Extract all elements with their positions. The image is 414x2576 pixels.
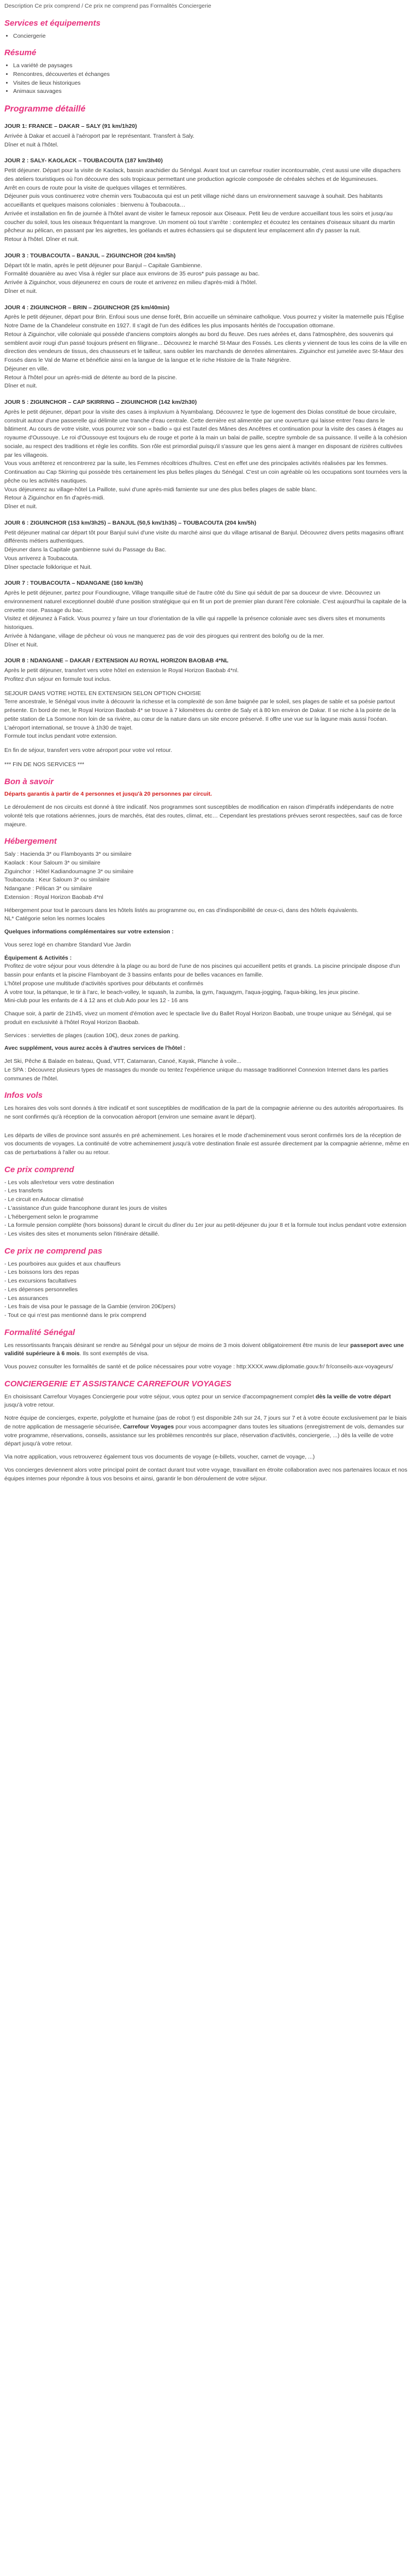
hotel-item: Toubacouta : Keur Saloum 3* ou similaire	[4, 877, 110, 884]
supplement-title: Avec supplément, vous aurez accès à d'autres services de l'hôtel :	[4, 1045, 186, 1052]
equipment-title: Équipement & Activités :	[4, 954, 72, 961]
hotel-list	[4, 850, 410, 902]
day-line: En fin de séjour, transfert vers votre aéroport pour votre vol retour.	[4, 747, 172, 754]
services-list	[4, 32, 410, 41]
day-title: JOUR 8 : NDANGANE – DAKAR / EXTENSION AU ROYAL HORIZON BAOBAB 4*NL	[4, 657, 229, 664]
day-paragraph	[4, 313, 410, 391]
infos-vols-text-1: Les horaires des vols sont donnés à titre indicatif et sont susceptibles de modification de la part de la compagnie aérienne ou des autorités aéroportuaires. Ils ne sont confirmés qu'à réception de la convocation aéroport (environ une semaine avant le départ).	[4, 1105, 404, 1120]
day-paragraph	[4, 262, 410, 296]
programme-title: Programme détaillé	[4, 104, 86, 114]
day-line: Déjeuner dans la Capitale gambienne suivi du Passage du Bac.	[4, 546, 167, 553]
list-item: - Le circuit en Autocar climatisé	[4, 1196, 84, 1203]
conciergerie-text-3: Via notre application, vous retrouverez également tous vos documents de voyage (e-billets, voucher, carnet de voyage, ...)	[4, 1454, 315, 1460]
day-paragraph	[4, 761, 410, 769]
day-line: Terre ancestrale, le Sénégal vous invite à découvrir la richesse et la complexité de son âme baignée par le soleil, ses plages de sable et sa poésie partout présente. En bord de mer, le Royal Horizon Baobab 4* se trouve à 7 kilomètres du centre de Saly et à 80 km environ de Dakar. Il se niche à la pointe de la petite station de La Somone non loin de sa rivière, au cœur de la nature dans un site encore préservé. Il offre une vue sur la lagune mais aussi l'océan. L'aéroport international, se trouve à 1h30 de trajet.	[4, 698, 396, 731]
formalites-text-2: Vous pouvez consulter les formalités de santé et de police nécessaires pour votre voyage : http:XXXX.www.diplomatie.gouv.fr/ fr/conseils-aux-voyageurs/	[4, 1363, 393, 1370]
day-line: Départ tôt le matin, après le petit déjeuner pour Banjul – Capitale Gambienne.	[4, 262, 202, 269]
prix-comprend-list	[4, 1179, 410, 1239]
hebergement-note: NL* Catégorie selon les normes locales	[4, 915, 105, 922]
prix-comprend-title: Ce prix comprend	[4, 1165, 74, 1174]
day-paragraph	[4, 529, 410, 572]
day-line: Vous vous arrêterez et rencontrerez par la suite, les Femmes récoltrices d'huîtres. C'est en effet une des principales activités réalisées par les femmes.	[4, 460, 388, 467]
day-line: Arrivée à Ndangane, village de pêcheur où vous ne manquerez pas de voir des pirogues qui rentrent des boloñg ou de la mer.	[4, 632, 324, 639]
day-line: Arrivée à Ziguinchor, vous déjeunerez en cours de route et arriverez en milieu d'après-midi à l'hôtel.	[4, 279, 257, 286]
day-line: Après le petit déjeuner, départ pour Brin. Enfoui sous une dense forêt, Brin accueille un séminaire catholique. Vous pourrez y visiter la maternelle puis l'Église Notre Dame de la Chandeleur construite en 1927. Il s'agit de l'un des édifices les plus imposants hérités de l'occupation ottomane.	[4, 314, 404, 329]
programme-days	[4, 122, 410, 769]
day-paragraph	[4, 132, 410, 150]
day-line: Retour à l'hôtel. Dîner et nuit.	[4, 236, 79, 243]
equipment-text-3: À votre tour, la pétanque, le tir à l'arc, le beach-volley, le squash, la zumba, la gym, l'aquagym, l'aqua-jogging, l'aqua-biking, les jeux piscine.	[4, 989, 360, 996]
equipment-text-2: L'hôtel propose une multitude d'activités sportives pour débutants et confirmés	[4, 980, 204, 987]
conciergerie-text-2: Notre équipe de concierges, experte, polyglotte et humaine (pas de robot !) est disponible 24h sur 24, 7 jours sur 7 et à votre écoute exclusivement par le biais de notre application de messagerie sécurisée, Carrefour Voyages pour vous accompagner dans toutes les situations (enregistrement de vols, demandes sur votre programme, réservations, conseils, assistance sur les problèmes rencontrés sur place, réservation d'activités, conciergerie, ...) dès la veille de votre départ jusqu'à votre retour.	[4, 1415, 407, 1448]
show-text: Chaque soir, à partir de 21h45, vivez un moment d'émotion avec le spectacle live du Ballet Royal Horizon Baobab, une troupe unique au Sénégal, qui se produit en exclusivité à l'hôtel Royal Horizon Baobab.	[4, 1010, 392, 1026]
day-line: Retour à Ziguinchor, ville coloniale qui possède d'anciens comptoirs alongés au bord du fleuve. Des rues aérées et, dans l'atmosphère, des souvenirs qui semblent avoir rougi d'un passé toujours présent en filigrane... Découvrez le marché St-Maur des Fossés. Les clients y viennent de tous les coins de la ville en direction des vendeurs de tissus, des chausseurs et le tailleur, sans oublier les marchands de denrées alimentaires. Ziguinchor est jumelée avec St-Maur des Fossés dans le Val de Marne et bénéficie ainsi en la langue de la langue et le riche Histoire de la Traite Négrière.	[4, 331, 407, 363]
guaranteed-departures: Départs garantis à partir de 4 personnes et jusqu'à 20 personnes par circuit.	[4, 791, 212, 798]
day-line: Formalité douanière au avec Visa à régler sur place aux environs de 35 euros* puis passage au bac.	[4, 270, 260, 278]
room-type: Vous serez logé en chambre Standard Vue Jardin	[4, 941, 131, 948]
day-line: Vous arriverez à Toubacouta.	[4, 555, 79, 562]
list-item: - La formule pension complète (hors boissons) durant le circuit du dîner du 1er jour au petit-déjeuner du jour 8 et la formule tout inclus pendant votre extension	[4, 1222, 407, 1229]
hebergement-title: Hébergement	[4, 837, 57, 846]
day-line: Après le petit déjeuner, partez pour Foundiougne, Village tranquille situé de l'autre côté du Sine qui séduit de par sa douceur de vivre. Découvrez un environnement naturel exceptionnel doublé d'une position stratégique qui en fit un port de premier plan durant l'ère coloniale. C'est aujourd'hui la capitale de la crevette rose. Passage du bac.	[4, 590, 406, 614]
list-item: - Les assurances	[4, 1295, 48, 1302]
day-line: Retour à l'hôtel pour un après-midi de détente au bord de la piscine.	[4, 374, 178, 381]
hotel-item: Kaolack : Kour Saloum 3* ou similaire	[4, 859, 100, 866]
list-item: - Les frais de visa pour le passage de la Gambie (environ 20€/pers)	[4, 1303, 176, 1310]
day-paragraph	[4, 167, 410, 244]
formalites-text-1: Les ressortissants français désirant se rendre au Sénégal pour un séjour de moins de 3 mois doivent obligatoirement être munis de leur passeport avec une validité supérieure à 6 mois. Ils sont exemptés de visa.	[4, 1342, 404, 1357]
formalites-title: Formalité Sénégal	[4, 1327, 75, 1337]
day-paragraph	[4, 589, 410, 649]
day-title: JOUR 1: FRANCE – DAKAR – SALY (91 km/1h20)	[4, 123, 137, 130]
resume-list	[4, 62, 410, 96]
description-nav: Description Ce prix comprend / Ce prix ne comprend pas Formalités Conciergerie	[4, 3, 211, 9]
day-line: Visitez et déjeunez à Fatick. Vous pourrez y faire un tour d'orientation de la ville qui rappelle la présence coloniale avec ses divers sites et monuments historiques.	[4, 615, 385, 631]
hotel-item: Ndangane : Pélican 3* ou similaire	[4, 885, 92, 892]
day-line: Dîner et nuit.	[4, 383, 38, 390]
list-item: - Les visites des sites et monuments selon l'itinéraire détaillé.	[4, 1231, 159, 1237]
day-line: SEJOUR DANS VOTRE HOTEL EN EXTENSION SELON OPTION CHOISIE	[4, 690, 202, 697]
prix-ne-comprend-title: Ce prix ne comprend pas	[4, 1246, 103, 1256]
day-line: Vous déjeunerez au village-hôtel La Paillote, suivi d'une après-midi farniente sur une des plus belles plages de sable blanc.	[4, 486, 317, 493]
list-item: - Les vols aller/retour vers votre destination	[4, 1179, 114, 1186]
day-line: *** FIN DE NOS SERVICES ***	[4, 761, 85, 768]
services-title: Services et équipements	[4, 18, 100, 28]
list-item: - L'hébergement selon le programme	[4, 1213, 98, 1220]
day-title: JOUR 6 : ZIGUINCHOR (153 km/3h25) – BANJUL (50,5 km/1h35) – TOUBACOUTA (204 km/5h)	[4, 519, 257, 526]
miniclub-text: Mini-club pour les enfants de 4 à 12 ans et club Ado pour les 12 - 16 ans	[4, 997, 188, 1004]
day-line: Profitez d'un séjour en formule tout inclus.	[4, 675, 111, 683]
prix-ne-comprend-list	[4, 1260, 410, 1320]
day-line: Continuation au Cap Skirring qui possède très certainement les plus belles plages du Sénégal. C'est un coin agréable où les occupations sont tournées vers la pêche ou les activités nautiques.	[4, 469, 407, 484]
day-paragraph	[4, 408, 410, 511]
infos-vols-text-2: Les départs de villes de province sont assurés en pré acheminement. Les horaires et le mode d'acheminement vous seront confirmés lors de la réception de vos documents de voyages. La continuité de votre acheminement jusqu'à votre destination finale est assurée directement par la compagnie aérienne, même en cas de perturbations à l'aller ou au retour.	[4, 1132, 409, 1156]
extension-info-title: Quelques informations complémentaires sur votre extension :	[4, 928, 174, 935]
list-item: - Tout ce qui n'est pas mentionné dans le prix comprend	[4, 1312, 146, 1319]
day-title: JOUR 4 : ZIGUINCHOR – BRIN – ZIGUINCHOR (25 km/40min)	[4, 304, 170, 311]
bon-savoir-text: Le déroulement de nos circuits est donné à titre indicatif. Nos programmes sont susceptibles de modification en raison d'impératifs indépendants de notre volonté tels que rotations aériennes, jours de marchés, état des routes, climat, etc… Cependant les prestations prévues seront respectées, sauf cas de force majeure.	[4, 804, 403, 828]
day-line: Après le petit déjeuner, départ pour la visite des cases à impluvium à Nyambalang. Découvrez le type de logement des Diolas constitué de boue circulaire, construit autour d'une passerelle qui délimite une tranche d'eau centrale. Cette dernière est alimentée par une ouverture qui laisse entrer l'eau dans le bâtiment. Au cours de votre visite, vous pourrez voir son « badio » qui est l'autel des Mânes des Ancêtres et continuation pour la visite des cases à étages au royaume d'Oussouye. Le roi d'Oussouye est toujours elu de rouge et porte à la main un balai de paille, sceptre symbole de sa puissance. Il veille à la cohésion sociale, au respect des traditions et règle les conflits. Son rôle est primordial puisqu'il s'assure que les gens aient à manger en disposant de rizières cultivées par les villageois.	[4, 408, 407, 458]
list-item: • Rencontres, découvertes et échanges	[13, 70, 410, 79]
supplement-text: Jet Ski, Pêche & Balade en bateau, Quad, VTT, Catamaran, Canoé, Kayak, Planche à voile...	[4, 1058, 241, 1064]
day-line: Petit déjeuner matinal car départ tôt pour Banjul suivi d'une visite du marché ainsi que du village artisanal de Banjul. Découvrez divers petits magasins offrant différents métiers authentiques.	[4, 529, 404, 545]
list-item: • Animaux sauvages	[13, 87, 410, 96]
day-title: JOUR 5 : ZIGUINCHOR – CAP SKIRRING – ZIGUINCHOR (142 km/2h30)	[4, 399, 197, 405]
day-paragraph	[4, 690, 410, 742]
day-line: Dîner spectacle folklorique et Nuit.	[4, 563, 92, 571]
day-line: Déjeuner puis vous continuerez votre chemin vers Toubacouta qui est un petit village niché dans un environnement sauvage à souhait. Des habitants accueillants et quelques maisons coloniales : bienvenu à Toubacouta…	[4, 193, 383, 208]
conciergerie-text-4: Vos concierges deviennent alors votre principal point de contact durant tout votre voyage, travaillant en étroite collaboration avec nos partenaires locaux et nos équipes internes pour répondre à tous vos besoins et ainsi, garantir le bon déroulement de votre séjour.	[4, 1466, 407, 1482]
services-text: Services : serviettes de plages (caution 10€), deux zones de parking.	[4, 1032, 180, 1039]
list-item: - Les boissons lors des repas	[4, 1269, 79, 1276]
day-line: Formule tout inclus pendant votre extension.	[4, 733, 117, 740]
day-paragraph	[4, 746, 410, 755]
day-title: JOUR 3 : TOUBACOUTA – BANJUL – ZIGUINCHOR (204 km/5h)	[4, 252, 176, 259]
day-line: Dîner et nuit.	[4, 287, 38, 295]
list-item: - Les dépenses personnelles	[4, 1286, 78, 1293]
day-line: Dîner et Nuit.	[4, 641, 38, 648]
conciergerie-text-1: En choisissant Carrefour Voyages Conciergerie pour votre séjour, vous optez pour un service d'accompagnement complet dès la veille de votre départ jusqu'à votre retour.	[4, 1393, 391, 1409]
day-line: Après le petit déjeuner, transfert vers votre hôtel en extension le Royal Horizon Baobab 4*nl.	[4, 667, 239, 674]
hotel-item: Ziguinchor : Hôtel Kadiandoumagne 3* ou similaire	[4, 868, 134, 875]
hotel-item: Extension : Royal Horizon Baobab 4*nl	[4, 893, 103, 901]
list-item: • Conciergerie	[13, 32, 410, 41]
day-line: Arrivée à Dakar et accueil à l'aéroport par le représentant. Transfert à Saly.	[4, 132, 194, 139]
equipment-text: Profitez de votre séjour pour vous détendre à la plage ou au bord de l'une de nos piscines qui accueillent petits et grands. La piscine principale dispose d'un bassin pour enfants et la piscine Flamboyant de 3 bassins enfants pour de belles vacances en famille.	[4, 963, 400, 978]
bon-savoir-title: Bon à savoir	[4, 777, 54, 786]
day-line: Retour à Ziguinchor en fin d'après-midi.	[4, 495, 105, 502]
resume-title: Résumé	[4, 48, 37, 58]
list-item: • La variété de paysages	[13, 62, 410, 70]
day-line: Dîner et nuit.	[4, 503, 38, 510]
hotel-item: Saly : Hacienda 3* ou Flamboyants 3* ou similaire	[4, 851, 132, 857]
hebergement-text: Hébergement pour tout le parcours dans les hôtels listés au programme ou, en cas d'indisponibilité de ceux-ci, dans des hôtels équivalents.	[4, 907, 359, 914]
spa-text: Le SPA : Découvrez plusieurs types de massages du monde ou tentez l'expérience unique du massage traditionnel Connexion Internet dans les parties communes de l'hôtel.	[4, 1066, 388, 1082]
list-item: - Les excursions facultatives	[4, 1278, 76, 1284]
day-line: Arrivée et installation en fin de journée à l'hôtel avant de visiter le fameux reposoir aux Oiseaux. Petit lieu de verdure accueillant tous les soirs et jusqu'au coucher du soleil, tous les oiseaux fréquentant la mangrove. Un moment où tout s'arrête : contemplez et écoutez les centaines d'oiseaux situant du martin pêcheur au pélican, en passant par les aigrettes, les goélands et autres échassiers qui se disputent leur emplacement afin d'y passer la nuit.	[4, 210, 395, 234]
day-line: Arrêt en cours de route pour la visite de quelques villages et termitières.	[4, 184, 187, 191]
day-line: Déjeuner en ville.	[4, 365, 49, 372]
infos-vols-title: Infos vols	[4, 1091, 43, 1101]
day-line: Petit déjeuner. Départ pour la visite de Kaolack, bassin arachidier du Sénégal. Avant tout un carrefour routier incontournable, c'est aussi une ville dispachers des ateliers touristiques où l'on découvre des sols tropicaux permettant une production agricole composée de céréales sèches et de légumineuses.	[4, 167, 401, 183]
day-title: JOUR 7 : TOUBACOUTA – NDANGANE (160 km/3h)	[4, 580, 143, 587]
conciergerie-title: CONCIERGERIE ET ASSISTANCE CARREFOUR VOYAGES	[4, 1379, 232, 1389]
list-item: - Les transferts	[4, 1187, 43, 1195]
list-item: - Les pourboires aux guides et aux chauffeurs	[4, 1260, 121, 1267]
day-line: Dîner et nuit à l'hôtel.	[4, 141, 58, 148]
day-paragraph	[4, 667, 410, 684]
list-item: • Visites de lieux historiques	[13, 79, 410, 88]
list-item: - L'assistance d'un guide francophone durant les jours de visites	[4, 1204, 167, 1211]
day-title: JOUR 2 : SALY- KAOLACK – TOUBACOUTA (187 km/3h40)	[4, 157, 163, 164]
